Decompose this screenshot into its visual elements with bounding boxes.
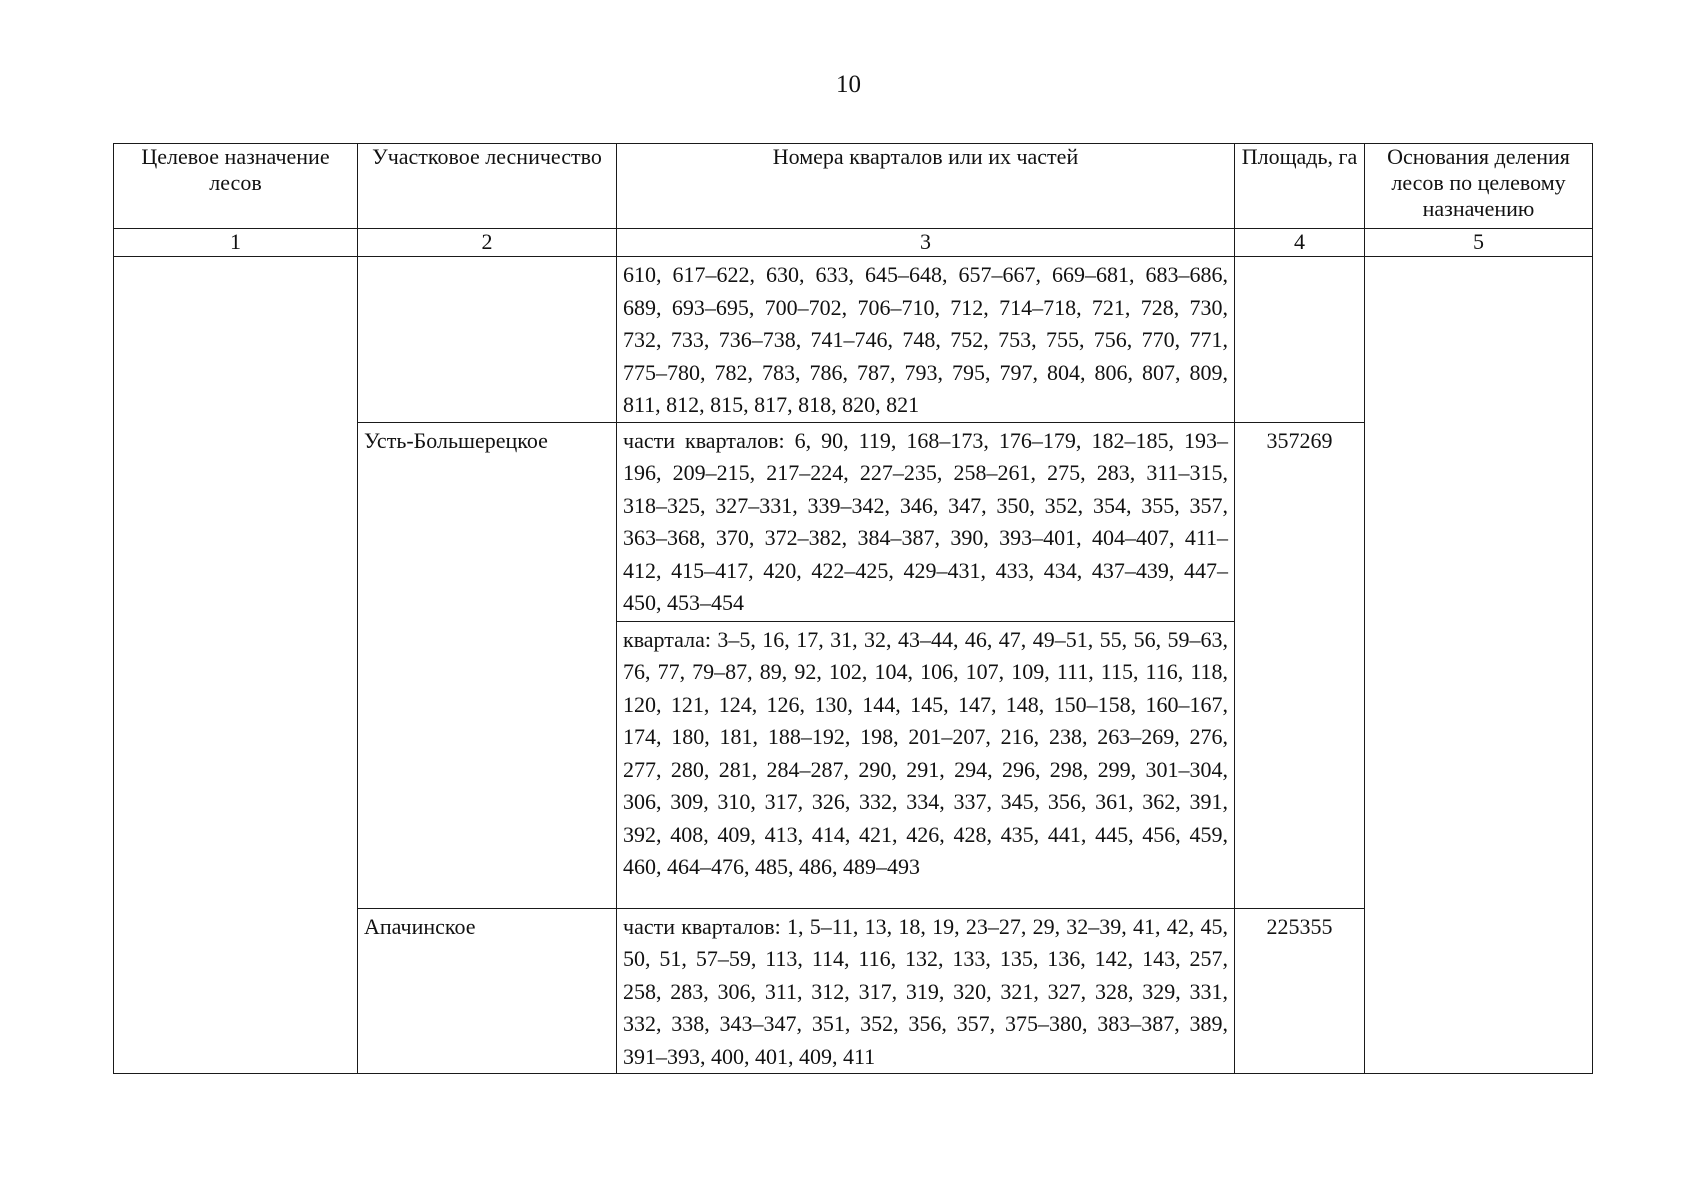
- quarters-text: части кварталов: 1, 5–11, 13, 18, 19, 23–27, 29, 32–39, 41, 42, 45, 50, 51, 57–59, 113, 114, 116, 132, 133, 135, 136, 142, 143, 257, 258, 283, 306, 311, 312, 317, 319, 320, 321, 327, 328, 329, 331, 332, 338, 343–347, 351, 352, 356, 357, 375–380, 383–387, 389, 391–393, 400, 401, 409, 411: [623, 913, 1228, 1069]
- area-cell: [1235, 908, 1365, 1074]
- forestry-cell: [358, 908, 617, 1074]
- column-number: 4: [1235, 229, 1365, 257]
- quarters-cell: [617, 621, 1235, 908]
- quarters-cell: [617, 908, 1235, 1074]
- area-value: 225355: [1266, 913, 1333, 939]
- header-basis: Основания деления лесов по целевому назначению: [1365, 144, 1593, 229]
- quarters-text: 610, 617–622, 630, 633, 645–648, 657–667, 669–681, 683–686, 689, 693–695, 700–702, 706–710, 712, 714–718, 721, 728, 730, 732, 733, 736–738, 741–746, 748, 752, 753, 755, 756, 770, 771, 775–780, 782, 783, 786, 787, 793, 795, 797, 804, 806, 807, 809, 811, 812, 815, 817, 818, 820, 821: [623, 262, 1228, 417]
- table-row: [114, 257, 1593, 423]
- forestry-cell: [358, 257, 617, 423]
- forestry-name: Усть-Большерецкое: [364, 427, 548, 453]
- forestry-cell: [358, 422, 617, 908]
- area-cell: [1235, 422, 1365, 908]
- column-number: 1: [114, 229, 358, 257]
- header-purpose: Целевое назначение лесов: [114, 144, 358, 229]
- forestry-name: Апачинское: [364, 913, 476, 939]
- page-number: 10: [836, 71, 861, 98]
- purpose-cell: [114, 257, 358, 1074]
- column-number: 2: [358, 229, 617, 257]
- column-number: 3: [617, 229, 1235, 257]
- header-forestry: Участковое лесничество: [358, 144, 617, 229]
- quarters-cell: [617, 422, 1235, 621]
- header-quarters: Номера кварталов или их частей: [617, 144, 1235, 229]
- area-value: 357269: [1266, 427, 1333, 453]
- header-area: Площадь, га: [1235, 144, 1365, 229]
- forest-purpose-table: [113, 143, 1593, 1074]
- quarters-text: квартала: 3–5, 16, 17, 31, 32, 43–44, 46, 47, 49–51, 55, 56, 59–63, 76, 77, 79–87, 89, 92, 102, 104, 106, 107, 109, 111, 115, 116, 118, 120, 121, 124, 126, 130, 144, 145, 147, 148, 150–158, 160–167, 174, 180, 181, 188–192, 198, 201–207, 216, 238, 263–269, 276, 277, 280, 281, 284–287, 290, 291, 294, 296, 298, 299, 301–304, 306, 309, 310, 317, 326, 332, 334, 337, 345, 356, 361, 362, 391, 392, 408, 409, 413, 414, 421, 426, 428, 435, 441, 445, 456, 459, 460, 464–476, 485, 486, 489–493: [623, 626, 1228, 879]
- quarters-cell: [617, 257, 1235, 423]
- column-number: 5: [1365, 229, 1593, 257]
- basis-cell: [1365, 257, 1593, 1074]
- column-number-row: [114, 229, 1593, 257]
- area-cell: [1235, 257, 1365, 423]
- quarters-text: части кварталов: 6, 90, 119, 168–173, 176–179, 182–185, 193–196, 209–215, 217–224, 227–235, 258–261, 275, 283, 311–315, 318–325, 327–331, 339–342, 346, 347, 350, 352, 354, 355, 357, 363–368, 370, 372–382, 384–387, 390, 393–401, 404–407, 411–412, 415–417, 420, 422–425, 429–431, 433, 434, 437–439, 447–450, 453–454: [623, 427, 1228, 615]
- table-header-row: [114, 144, 1593, 229]
